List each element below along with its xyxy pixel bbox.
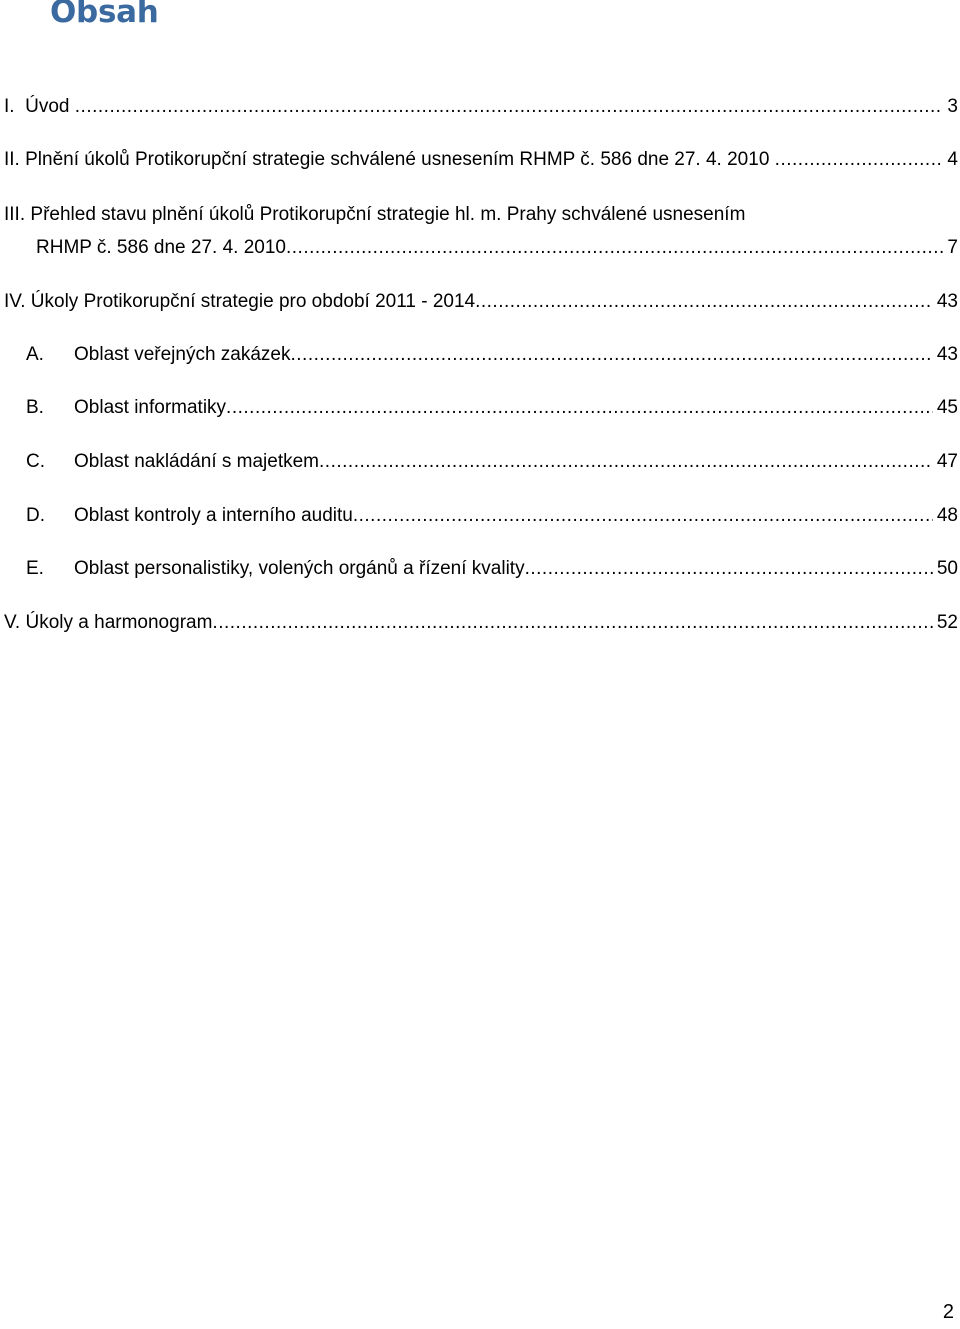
toc-entry-number: A. [26, 344, 44, 365]
toc-entry-line [74, 450, 958, 474]
toc-title: Obsah [50, 0, 159, 30]
dot-leader [353, 504, 933, 528]
toc-entry-page: 7 [947, 237, 958, 258]
toc-entry-line [74, 343, 958, 367]
toc-entry-page: 3 [947, 96, 958, 117]
toc-entry-label [4, 611, 212, 635]
toc-entry-text: Oblast kontroly a interního auditu [74, 505, 353, 526]
dot-leader [775, 148, 944, 172]
toc-entry-line [4, 611, 958, 635]
toc-entry-line [74, 557, 958, 581]
toc-entry-label [4, 203, 745, 227]
toc-entry-text-continued: RHMP č. 586 dne 27. 4. 2010 [36, 237, 286, 258]
toc-entry-verejne-zakazky[interactable] [0, 343, 960, 373]
toc-entry-informatika[interactable] [0, 396, 960, 426]
dot-leader [226, 396, 933, 420]
toc-entry-ukoly-strategie[interactable] [0, 290, 960, 320]
toc-entry-text: Úvod [25, 96, 70, 117]
toc-entry-kontrola-a-audit[interactable] [0, 504, 960, 534]
toc-entry-text: Oblast veřejných zakázek [74, 344, 291, 365]
toc-entry-number: II. [4, 149, 20, 170]
toc-entry-number: IV. [4, 291, 26, 312]
toc-entry-page: 43 [936, 344, 958, 365]
toc-entry-text: Přehled stavu plnění úkolů Protikorupční strategie hl. m. Prahy schválené usnesením [30, 204, 746, 225]
toc-entry-number: E. [26, 558, 44, 579]
toc-entry-number: I. [4, 96, 15, 117]
toc-entry-page: 50 [936, 558, 958, 579]
dot-leader [75, 95, 944, 119]
toc-entry-text: Oblast personalistiky, volených orgánů a řízení kvality [74, 558, 525, 579]
toc-entry-plneni-ukolu[interactable] [0, 148, 960, 178]
toc-entry-page: 48 [936, 505, 958, 526]
toc-entry-number: V. [4, 612, 21, 633]
toc-entry-number: C. [26, 451, 45, 472]
toc-entry-number: D. [26, 505, 45, 526]
toc-entry-text: Oblast informatiky [74, 397, 227, 418]
toc-entry-prehled-stavu[interactable] [0, 203, 960, 263]
toc-entry-page: 4 [947, 149, 958, 170]
toc-entry-label [4, 290, 475, 314]
dot-leader [525, 557, 933, 581]
toc-entry-text: Plnění úkolů Protikorupční strategie schválené usnesením RHMP č. 586 dne 27. 4. 2010 [25, 149, 770, 170]
toc-entry-label [4, 148, 775, 172]
toc-entry-page: 52 [936, 612, 958, 633]
toc-entry-nakladani-s-majetkem[interactable] [0, 450, 960, 480]
toc-entry-text: Oblast nakládání s majetkem [74, 451, 320, 472]
toc-entry-page: 45 [936, 397, 958, 418]
toc-entry-uvod[interactable] [0, 95, 960, 125]
toc-entry-line [74, 396, 958, 420]
dot-leader [475, 290, 933, 314]
toc-entry-line [4, 148, 958, 172]
toc-entry-label [4, 95, 75, 119]
toc-entry-line [36, 236, 958, 260]
toc-entry-line [74, 504, 958, 528]
toc-entry-number: B. [26, 397, 44, 418]
toc-entry-line [4, 290, 958, 314]
toc-entry-personalistika[interactable] [0, 557, 960, 587]
toc-entry-ukoly-a-harmonogram[interactable] [0, 611, 960, 641]
toc-entry-number: III. [4, 204, 26, 225]
toc-entry-page: 43 [936, 291, 958, 312]
dot-leader [319, 450, 933, 474]
dot-leader [291, 343, 933, 367]
dot-leader [286, 236, 943, 260]
toc-entry-line [4, 95, 958, 119]
toc-entry-text: Úkoly Protikorupční strategie pro období 2011 - 2014 [30, 291, 476, 312]
toc-entry-text: Úkoly a harmonogram [25, 612, 213, 633]
dot-leader [212, 611, 932, 635]
toc-entry-page: 47 [936, 451, 958, 472]
page-number: 2 [942, 1301, 954, 1323]
